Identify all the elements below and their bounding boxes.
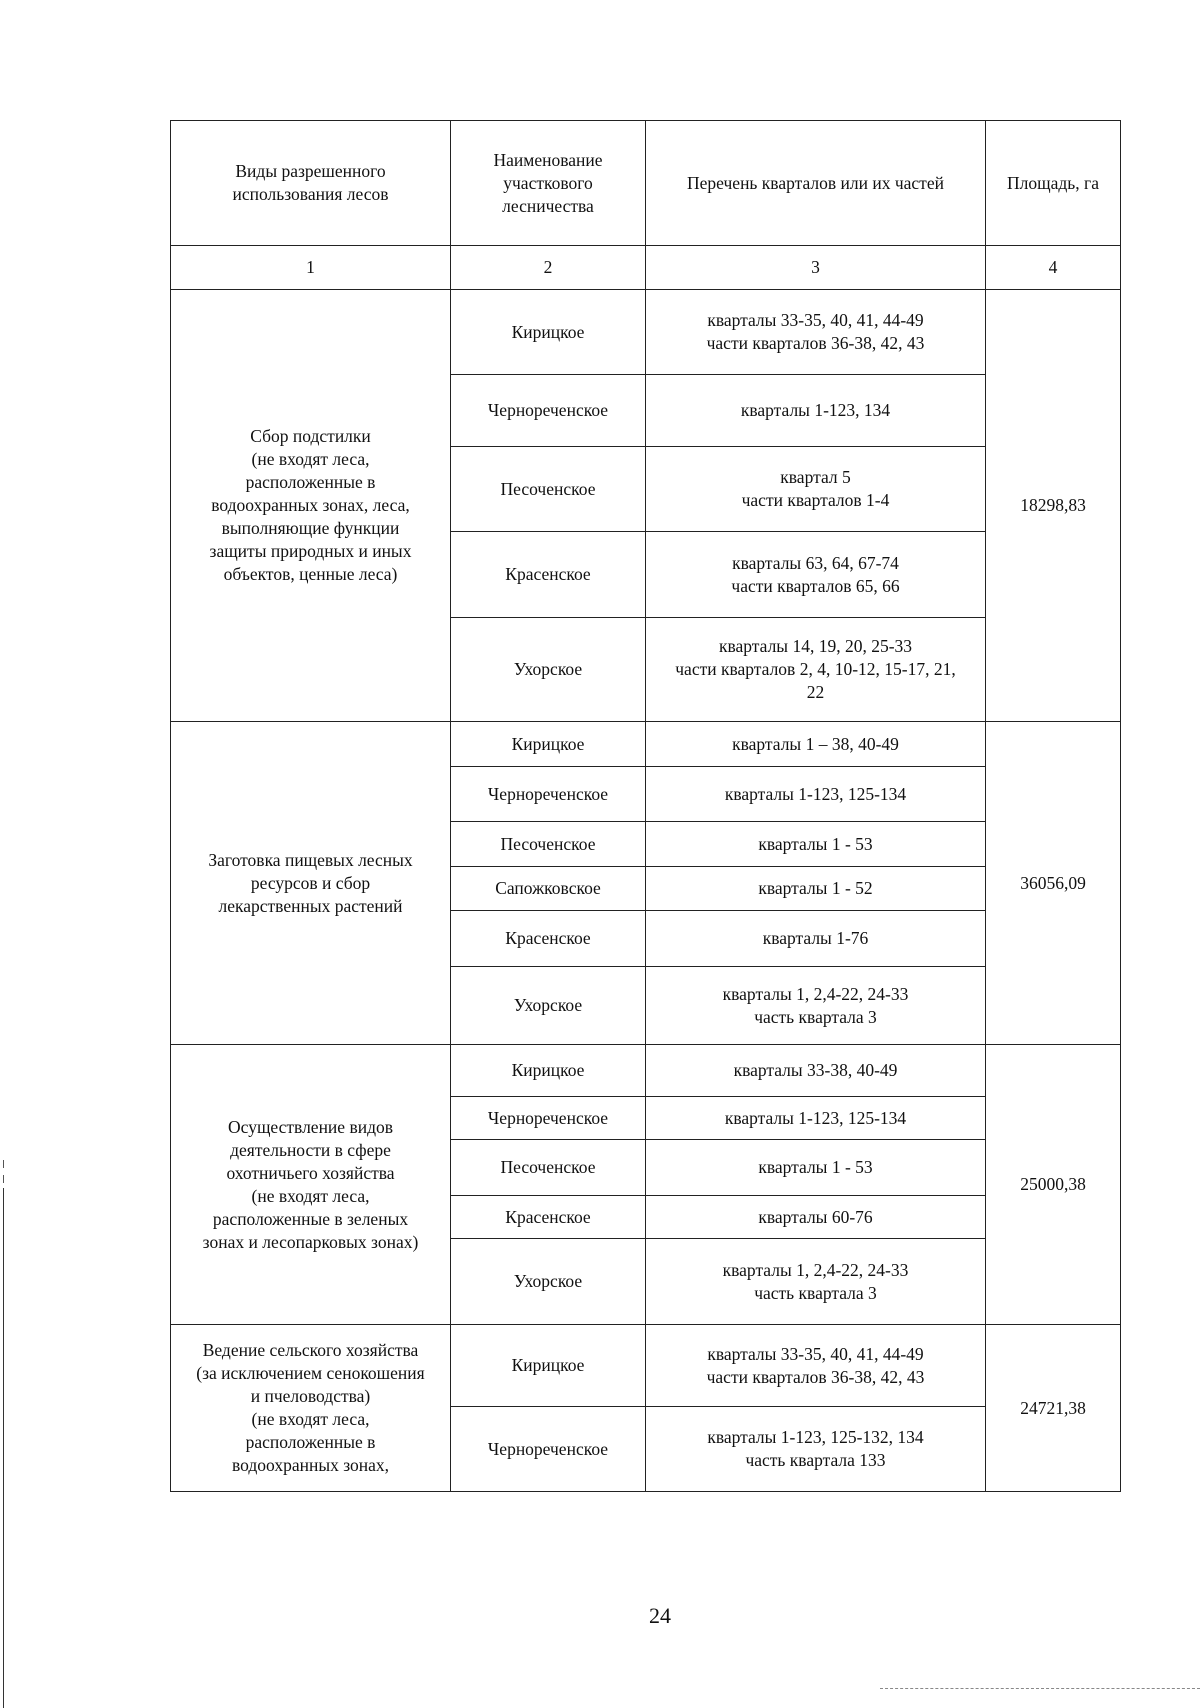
table-row	[171, 722, 1121, 767]
scan-margin-tick	[3, 1175, 4, 1183]
quarters-cell: кварталы 1-123, 125-132, 134 часть квартала 133	[646, 1407, 986, 1492]
forestry-cell: Чернореченское	[451, 767, 646, 822]
table-row	[171, 1325, 1121, 1407]
forestry-cell: Красенское	[451, 1196, 646, 1239]
forest-use-table	[170, 120, 1121, 1492]
forestry-cell: Сапожковское	[451, 867, 646, 911]
header-area: Площадь, га	[986, 121, 1121, 246]
footer-rule	[880, 1688, 1200, 1690]
forestry-cell: Ухорское	[451, 967, 646, 1045]
quarters-cell: кварталы 33-38, 40-49	[646, 1045, 986, 1097]
forestry-cell: Чернореченское	[451, 1097, 646, 1140]
header-quarters-list: Перечень кварталов или их частей	[646, 121, 986, 246]
use-type-cell: Сбор подстилки (не входят леса, расположенные в водоохранных зонах, леса, выполняющие функции защиты природных и иных объектов, ценные леса)	[171, 290, 451, 722]
forestry-cell: Ухорское	[451, 1239, 646, 1325]
quarters-cell: кварталы 1-123, 134	[646, 375, 986, 447]
quarters-cell: кварталы 1 - 52	[646, 867, 986, 911]
use-type-cell: Ведение сельского хозяйства (за исключением сенокошения и пчеловодства) (не входят леса, расположенные в водоохранных зонах,	[171, 1325, 451, 1492]
use-type-cell: Осуществление видов деятельности в сфере охотничьего хозяйства (не входят леса, расположенные в зеленых зонах и лесопарковых зонах)	[171, 1045, 451, 1325]
forestry-cell: Красенское	[451, 532, 646, 618]
quarters-cell: кварталы 33-35, 40, 41, 44-49 части кварталов 36-38, 42, 43	[646, 290, 986, 375]
forestry-cell: Кирицкое	[451, 722, 646, 767]
use-type-cell: Заготовка пищевых лесных ресурсов и сбор лекарственных растений	[171, 722, 451, 1045]
quarters-cell: кварталы 1 - 53	[646, 822, 986, 867]
table-body	[171, 121, 1121, 1492]
quarters-cell: кварталы 1, 2,4-22, 24-33 часть квартала 3	[646, 1239, 986, 1325]
page-number: 24	[649, 1603, 671, 1628]
table-row	[171, 1045, 1121, 1097]
quarters-cell: кварталы 1-76	[646, 911, 986, 967]
area-cell: 18298,83	[986, 290, 1121, 722]
column-number-row	[171, 246, 1121, 290]
forestry-cell: Чернореченское	[451, 1407, 646, 1492]
header-row	[171, 121, 1121, 246]
header-forestry-name: Наименование участкового лесничества	[451, 121, 646, 246]
area-cell: 24721,38	[986, 1325, 1121, 1492]
forestry-cell: Чернореченское	[451, 375, 646, 447]
column-number: 4	[986, 246, 1121, 290]
header-use-types: Виды разрешенного использования лесов	[171, 121, 451, 246]
forestry-cell: Кирицкое	[451, 290, 646, 375]
quarters-cell: квартал 5 части кварталов 1-4	[646, 447, 986, 532]
column-number: 1	[171, 246, 451, 290]
quarters-cell: кварталы 33-35, 40, 41, 44-49 части кварталов 36-38, 42, 43	[646, 1325, 986, 1407]
table-row	[171, 290, 1121, 375]
scan-margin-tick	[3, 1160, 4, 1168]
quarters-cell: кварталы 14, 19, 20, 25-33 части кварталов 2, 4, 10-12, 15-17, 21, 22	[646, 618, 986, 722]
forestry-cell: Кирицкое	[451, 1045, 646, 1097]
quarters-cell: кварталы 60-76	[646, 1196, 986, 1239]
quarters-cell: кварталы 1, 2,4-22, 24-33 часть квартала 3	[646, 967, 986, 1045]
forestry-cell: Песоченское	[451, 447, 646, 532]
scan-margin-line	[3, 1188, 4, 1708]
forestry-cell: Песоченское	[451, 1140, 646, 1196]
column-number: 3	[646, 246, 986, 290]
quarters-cell: кварталы 1-123, 125-134	[646, 1097, 986, 1140]
quarters-cell: кварталы 63, 64, 67-74 части кварталов 65, 66	[646, 532, 986, 618]
area-cell: 36056,09	[986, 722, 1121, 1045]
column-number: 2	[451, 246, 646, 290]
quarters-cell: кварталы 1 – 38, 40-49	[646, 722, 986, 767]
quarters-cell: кварталы 1 - 53	[646, 1140, 986, 1196]
quarters-cell: кварталы 1-123, 125-134	[646, 767, 986, 822]
forestry-cell: Ухорское	[451, 618, 646, 722]
forestry-cell: Красенское	[451, 911, 646, 967]
area-cell: 25000,38	[986, 1045, 1121, 1325]
forestry-cell: Песоченское	[451, 822, 646, 867]
forestry-cell: Кирицкое	[451, 1325, 646, 1407]
